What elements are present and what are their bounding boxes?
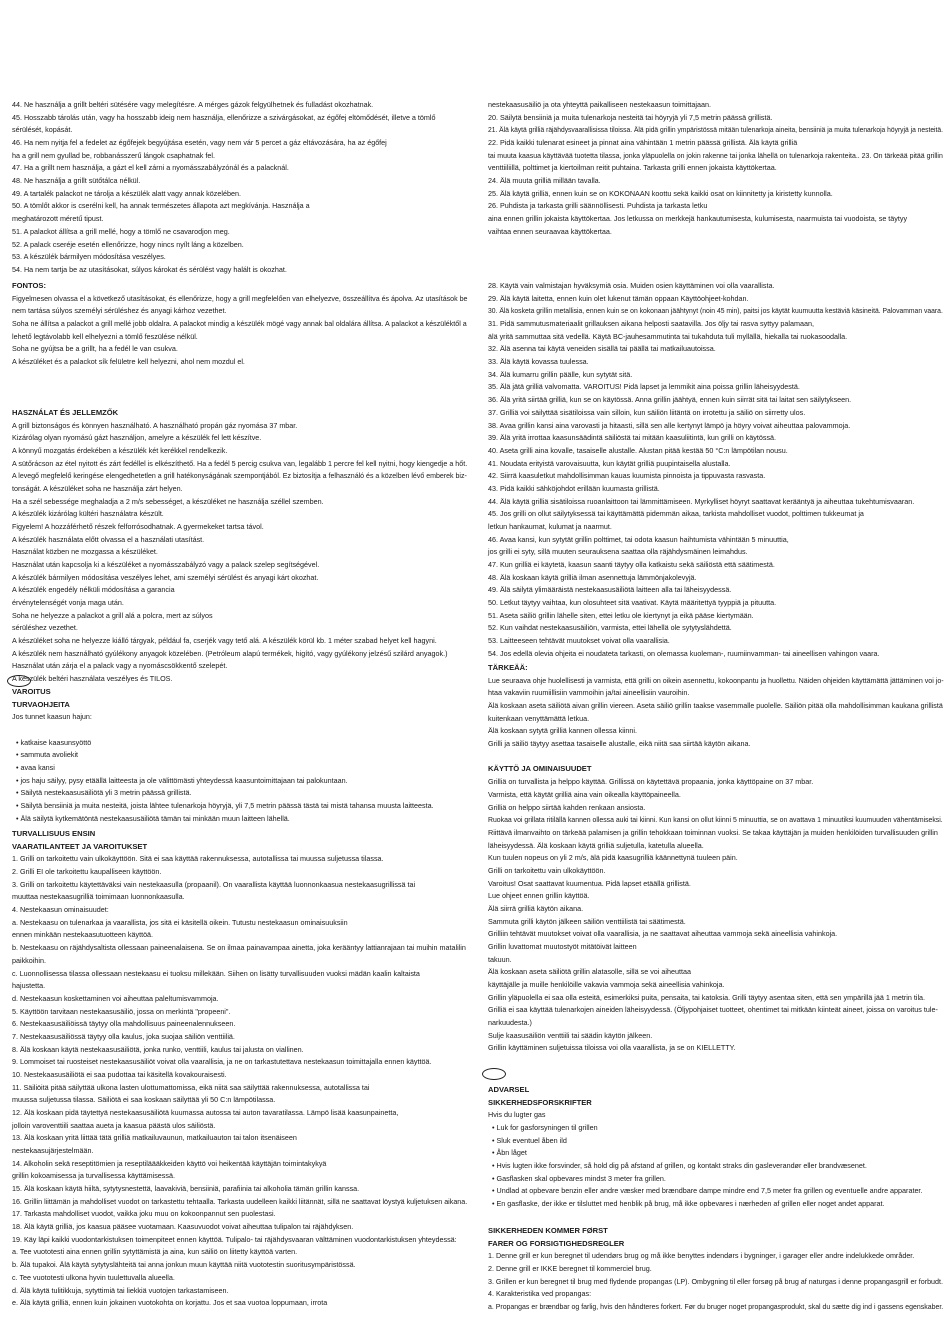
text-line: 45. Hosszabb tárolás után, vagy ha hosszabb ideig nem használja, ellenőrizze a szivárgásokat, az égőfej eltömődését, illetve a tömlő bbox=[12, 112, 436, 122]
text-line: nestekaasusäiliö ja ota yhteyttä paikalliseen nestekaasun toimittajaan. bbox=[488, 100, 711, 109]
text-line: Jos tunnet kaasun hajun: bbox=[12, 712, 92, 722]
text-line: 2. Grilli EI ole tarkoitettu kaupalliseen käyttöön. bbox=[12, 867, 162, 876]
text-line: Kizárólag olyan nyomású gázt használjon, amelyre a készülék fel lett készítve. bbox=[12, 433, 262, 443]
text-line: Használat után kapcsolja ki a készüléket a nyomásszabályzó vagy a palack szelep segítségével. bbox=[12, 560, 320, 569]
text-line: 37. Grilliä voi säilyttää sisätiloissa vain silloin, kun säiliön liitäntä on irrotettu ja säiliö on siirretty ulos. bbox=[488, 407, 806, 417]
text-line: Sammuta grilli käytön jälkeen säiliön venttiilistä tai säätimestä. bbox=[488, 916, 686, 926]
text-line: hajustetta. bbox=[12, 981, 46, 991]
bullet-item: • jos haju säilyy, pysy etäällä laitteesta ja ole välittömästi yhteydessä kaasuntoimittajaan tai palokuntaan. bbox=[16, 775, 348, 785]
text-line: 25. Älä käytä grilliä, ennen kuin se on KOKONAAN koottu sekä kaikki osat on kiinnitetty ja kiristetty kunnolla. bbox=[488, 188, 833, 198]
warning-icon bbox=[7, 675, 31, 687]
text-line: A készülék kizárólag kültéri használatra készült. bbox=[12, 509, 164, 519]
text-line: Riittävä ilmanvaihto on tärkeää palamisen ja grillin tehokkaan toiminnan vuoksi. Se takaa käyttäjän ja muiden henkilöiden turvallisuuden grillin bbox=[488, 827, 938, 837]
text-line: 44. Ne használja a grillt beltéri sütésére vagy melegítésre. A mérges gázok felgyülhetnek és fulladást okozhatnak. bbox=[12, 100, 374, 109]
section-heading: VAROITUS bbox=[12, 687, 51, 696]
bullet-item: • Hvis lugten ikke forsvinder, så hold dig på afstand af grillen, og kontakt straks din gasleverandør eller brandvæsenet. bbox=[492, 1161, 867, 1171]
text-line: paikkoihin. bbox=[12, 955, 46, 965]
text-line: e. Älä käytä grilliä, ennen kuin jokainen vuotokohta on korjattu. Jos et saa vuotoa loppumaan, irrota bbox=[12, 1298, 328, 1308]
text-line: 46. Avaa kansi, kun sytytät grillin polttimet, tai odota kaasun haihtumista vähintään 5 minuuttia, bbox=[488, 534, 789, 544]
section-heading: SIKKERHEDEN KOMMER FØRST bbox=[488, 1226, 608, 1235]
text-line: meghatározott méretű tipust. bbox=[12, 214, 104, 224]
text-line: A készülék engedély nélküli módosítása a garancia bbox=[12, 585, 175, 595]
text-line: c. Luonnollisessa tilassa ollessaan nestekaasu ei tuoksu millekään. Siihen on lisätty turvallisuuden vuoksi mädän kaalin kaltaista bbox=[12, 968, 420, 978]
section-heading: TURVALLISUUS ENSIN bbox=[12, 829, 96, 838]
text-line: Älä koskaan aseta säiliötä aivan grillin viereen. Aseta säiliö grillin taakse vasemmalle puolelle. Säiliön pitää olla mahdollisimman kaukana grillistä bbox=[488, 701, 943, 710]
section-heading: SIKKERHEDSFORSKRIFTER bbox=[488, 1097, 592, 1107]
text-line: 3. Grillen er kun beregnet til brug med flydende propangas (LP). Ombygning til eller forsøg på brug af naturgas i denne propangasgrill er forbudt. bbox=[488, 1276, 943, 1286]
text-line: htaa vakaviin ruumiillisiin vammoihin ja/tai aineellisiin vauroihin. bbox=[488, 688, 690, 698]
text-line: Varmista, että käytät grilliä aina vain oikealla käyttöpaineella. bbox=[488, 789, 681, 799]
text-line: 21. Älä käytä grilliä räjähdysvaarallisissa tiloissa. Älä pidä grillin ympäristössä mitään tulenarkoja aineita, bensiiniä ja muita tulenarkoja höyryjä ja nesteitä. bbox=[488, 125, 944, 135]
bullet-item: • avaa kansi bbox=[16, 763, 55, 773]
text-line: 17. Tarkasta mahdolliset vuodot, vaikka joku muu on kokoonpannut sen puolestasi. bbox=[12, 1209, 276, 1219]
text-line: sérüléshez vezethet. bbox=[12, 623, 78, 633]
text-line: 42. Siirrä kaasuletkut mahdollisimman kauas kuumista pinnoista ja tippuvasta rasvasta. bbox=[488, 471, 766, 481]
text-line: 28. Käytä vain valmistajan hyväksymiä osia. Muiden osien käyttäminen voi olla vaarallista. bbox=[488, 281, 775, 290]
text-line: A készülék használata előtt olvassa el a használati utasítást. bbox=[12, 534, 205, 544]
text-line: A készülék nem használható gyúlékony anyagok közelében. (Petróleum alapú termékek, higító, vagy gyúlékony jelzésű szilárd anyagok.) bbox=[12, 648, 448, 658]
text-line: b. Nestekaasu on räjähdysaltista ollessaan paineenalaisena. Se on ilmaa painavampaa ainetta, joka kerääntyy lattianrajaan tai muihin matalilin bbox=[12, 943, 466, 953]
text-line: nem tartása súlyos személyi sérüléshez és anyagi kárhoz vezethet. bbox=[12, 306, 227, 316]
section-heading: KÄYTTÖ JA OMINAISUUDET bbox=[488, 764, 592, 774]
text-line: A levegő megfelelő keringése elengedhetetlen a grill hatékonyságának szempontjából. Ez biztosítja a felhasználó és a közelben lévő emberek biz- bbox=[12, 471, 467, 481]
text-line: aina ennen grillin jokaista käyttökertaa. Jos letkussa on merkkejä hankautumisesta, kulumisesta, naarmuista tai vuodoista, se täytyy bbox=[488, 214, 908, 224]
text-line: 29. Älä käytä laitetta, ennen kuin olet lukenut tämän oppaan Käyttöohjeet-kohdan. bbox=[488, 293, 749, 303]
text-line: 7. Nestekaasusäiliössä täytyy olla kaulus, joka suojaa säiliön venttiiliä. bbox=[12, 1031, 235, 1041]
text-line: 53. Laitteeseen tehtävät muutokset voivat olla vaarallisia. bbox=[488, 636, 670, 645]
text-line: Grilli ja säiliö täytyy asettaa tasaiselle alustalle, eikä niitä saa siirtää käytön aikana. bbox=[488, 739, 751, 749]
text-line: nestekaasujärjestelmään. bbox=[12, 1146, 94, 1155]
text-line: 36. Älä yritä siirtää grilliä, kun se on käytössä. Anna grillin jäähtyä, ennen kuin siirrät sitä tai laitat sen säilytykseen. bbox=[488, 395, 852, 405]
warning-icon bbox=[482, 1068, 506, 1080]
text-line: 49. Älä säilytä ylimääräistä nestekaasusäiliötä laitteen alla tai läheisyydessä. bbox=[488, 585, 732, 595]
text-line: 10. Nestekaasusäiliötä ei saa pudottaa tai käsitellä kovakouraisesti. bbox=[12, 1069, 227, 1079]
text-line: 54. Jos edellä olevia ohjeita ei noudateta tarkasti, on olemassa kuoleman-, ruumiinvamman- tai aineellisen vahingon vaara. bbox=[488, 648, 880, 658]
text-line: 24. Älä muuta grilliä millään tavalla. bbox=[488, 176, 601, 186]
text-line: 26. Puhdista ja tarkasta grilli säännöllisesti. Puhdista ja tarkasta letku bbox=[488, 201, 708, 211]
text-line: 14. Alkoholin sekä reseptitömien ja reseptiläääkkeiden käyttö voi heikentää käyttäjän toimintakykyä bbox=[12, 1158, 327, 1168]
text-line: letkun hankaumat, kulumat ja naarmut. bbox=[488, 521, 612, 531]
section-heading: TURVAOHJEITA bbox=[12, 699, 70, 709]
text-line: 52. Kun vaihdat nestekaasusäiliön, varmista, ettei lähellä ole sytytyslähdettä. bbox=[488, 623, 732, 633]
text-line: Grillin yläpuolella ei saa olla esteitä, esimerkiksi puita, pensaita, tai katoksia. Grilli täytyy asentaa siten, että sen ympärillä jää 1 metrin tila. bbox=[488, 992, 926, 1002]
bullet-item: • Säilytä nestekaasusäiliötä yli 3 metrin päässä grillistä. bbox=[16, 788, 192, 798]
bullet-item: • Undlad at opbevare benzin eller andre væsker med brændbare dampe mindre end 7,5 meter fra grillen og eventuelle andre apparater. bbox=[492, 1186, 923, 1196]
text-line: b. Älä tupakoi. Älä käytä sytytyslähteitä tai anna jonkun muun käyttää niitä vuototestin suoritusympäristössä. bbox=[12, 1260, 356, 1270]
text-line: 51. A palackot állítsa a grill mellé, hogy a tömlő ne csavarodjon meg. bbox=[12, 226, 230, 236]
section-heading: HASZNÁLAT ÉS JELLEMZŐK bbox=[12, 407, 119, 417]
text-line: tonságát. A készüléket soha ne használja zárt helyen. bbox=[12, 483, 183, 493]
text-line: Grillin käyttäminen suljetuissa tiloissa voi olla vaarallista, ja se on KIELLETTY. bbox=[488, 1043, 736, 1053]
text-line: 20. Säilytä bensiiniä ja muita tulenarkoja nesteitä tai höyryjä yli 7,5 metrin päässä grillistä. bbox=[488, 112, 773, 122]
text-line: Lue seuraava ohje huolellisesti ja varmista, että grilli on oikein asennettu, kokoonpantu ja huollettu. Näiden ohjeiden käyttämättä jättäminen voi jo- bbox=[488, 675, 944, 685]
text-line: 5. Käyttöön tarvitaan nestekaasusäiliö, jossa on merkintä "propeeni". bbox=[12, 1006, 231, 1016]
bullet-item: • Gasflasken skal opbevares mindst 3 meter fra grillen. bbox=[492, 1173, 666, 1183]
text-line: d. Nestekaasun koskettaminen voi aiheuttaa paleltumisvammoja. bbox=[12, 993, 219, 1003]
text-line: 49. A tartalék palackot ne tárolja a készülék alatt vagy annak közelében. bbox=[12, 188, 241, 198]
text-line: muuttaa nestekaasugrilliä toimimaan luonnonkaasulla. bbox=[12, 892, 185, 902]
text-line: 16. Grillin liittämän ja mahdolliset vuodot on tarkastettu tehtaalla. Tarkasta uudelleen kaikki liitännät, sillä ne saattavat löystyä kuljetuksen aikana. bbox=[12, 1196, 468, 1206]
text-line: 4. Nestekaasun ominaisuudet: bbox=[12, 905, 109, 915]
text-line: a. Propangas er brændbar og farlig, hvis den håndteres forkert. Før du bruger noget propangasprodukt, skal du sætte dig ind i gassens egenskaber. bbox=[488, 1302, 944, 1312]
text-line: 40. Aseta grilli aina kovalle, tasaiselle alustalle. Alustan pitää kestää 50 °C:n lämpötilan nousu. bbox=[488, 445, 788, 455]
text-line: A grill biztonságos és könnyen használható. A használható propán gáz nyomása 37 mbar. bbox=[12, 420, 298, 430]
text-line: Hvis du lugter gas bbox=[488, 1110, 546, 1120]
text-line: Soha ne állítsa a palackot a grill mellé jobb oldalra. A palackot mindig a készülék mögé vagy annak bal oldalára állítsa. A palackot a készüléktől a bbox=[12, 319, 467, 328]
text-line: kuitenkaan venyttämättä letkua. bbox=[488, 713, 590, 723]
text-line: Älä koskaan aseta säiliötä grillin alatasolle, sillä se voi aiheuttaa bbox=[488, 967, 691, 977]
section-heading: FARER OG FORSIGTIGHEDSREGLER bbox=[488, 1238, 625, 1248]
text-line: 54. Ha nem tartja be az utasításokat, súlyos károkat és sérülést vagy halált is okozhat. bbox=[12, 264, 287, 274]
text-line: 13. Älä koskaan yritä liittää tätä grilliä matkailuvaunun, matkailuauton tai talon itsenäiseen bbox=[12, 1133, 297, 1143]
text-line: 50. A tömlőt akkor is cserélni kell, ha annak természetes állapota azt megkívánja. Használja a bbox=[12, 201, 310, 211]
text-line: 9. Lommoiset tai ruosteiset nestekaasusäiliöt voivat olla vaarallisia, ja ne on tarkastutettava nestekaasun toimittajalla ennen käyttöä. bbox=[12, 1057, 432, 1067]
text-line: 18. Älä käytä grilliä, jos kaasua pääsee vuotamaan. Kaasuvuodot voivat aiheuttaa tulipalon tai räjähdyksen. bbox=[12, 1222, 354, 1232]
text-line: 31. Pidä sammutusmateriaalit grillauksen aikana helposti saatavilla. Jos öljy tai rasva syttyy palamaan, bbox=[488, 319, 814, 328]
text-line: 4. Karakteristika ved propangas: bbox=[488, 1289, 592, 1299]
text-line: ennen minkään nestekaasutuotteen käyttöä. bbox=[12, 930, 154, 940]
text-line: a. Nestekaasu on tulenarkaa ja vaarallista, jos sitä ei käsitellä oikein. Tutustu nestekaasun ominaisuuksiin bbox=[12, 917, 348, 927]
text-line: 47. Ha a grillt nem használja, a gázt el kell zárni a nyomásszabályzónál és a palacknál. bbox=[12, 163, 289, 173]
text-line: A készüléket és a palackot sík felületre kell helyezni, ahol nem mozdul el. bbox=[12, 357, 245, 367]
text-line: Ruokaa voi grillata ritilällä kannen ollessa auki tai kiinni. Kun kansi on ollut kiinni 5 minuuttia, se on avattava 1 minuutiksi kuumuuden vähentämiseksi. bbox=[488, 815, 943, 825]
text-line: 52. A palack cseréje esetén ellenőrizze, hogy nincs nyílt láng a közelben. bbox=[12, 239, 244, 249]
text-line: 19. Käy läpi kaikki vuodontarkistuksen toimenpiteet ennen käyttöä. Tulipalo- tai räjähdysvaaran välttäminen vuodontarkistuksen yhteydessä: bbox=[12, 1234, 457, 1244]
bullet-item: • katkaise kaasunsyöttö bbox=[16, 737, 92, 747]
text-line: 3. Grilli on tarkoitettu käytettäväksi vain nestekaasulla (propaanil). On vaarallista käyttää luonnonkaasua nestekaasugrillissä tai bbox=[12, 879, 416, 889]
bullet-item: • Säilytä bensiiniä ja muita nesteitä, joista lähtee tulenarkoja höyryjä, yli 7,5 metrin päässä tästä tai mistä tahansa muusta laitteesta. bbox=[16, 801, 434, 811]
text-line: takuun. bbox=[488, 954, 512, 964]
text-line: sérülését, kopását. bbox=[12, 125, 73, 135]
text-line: 46. Ha nem nyitja fel a fedelet az égőfejek begyújtása esetén, vagy nem vár 5 percet a gáz eltávozására, ha az égőfej bbox=[12, 138, 387, 147]
text-line: Grilliä on turvallista ja helppo käyttää. Grillissä on käytettävä propaania, jonka käyttöpaine on 37 mbar. bbox=[488, 777, 814, 787]
section-heading: VAARATILANTEET JA VAROITUKSET bbox=[12, 841, 148, 851]
text-line: jos grilli ei syty, sillä muuten seurauksena saattaa olla räjähdysmäinen leimahdus. bbox=[488, 547, 748, 557]
text-line: 44. Älä käytä grilliä sisätiloissa ruoanlaittoon tai lämmittämiseen. Myrkylliset höyryt saattavat kerääntyä ja aiheuttaa tukehtumisvaaran. bbox=[488, 496, 915, 506]
section-heading: ADVARSEL bbox=[488, 1085, 530, 1094]
text-line: älä yritä sammuttaa sitä vedellä. Käytä BC-jauhesammutinta tai tukahduta tuli myllällä, hiekalla tai ruokasoodalla. bbox=[488, 331, 848, 341]
text-line: 34. Älä kumarru grillin päälle, kun sytytät sitä. bbox=[488, 369, 633, 379]
text-line: 6. Nestekaasusäiliöissä täytyy olla mahdollisuus paineenalennukseen. bbox=[12, 1019, 236, 1029]
text-line: grillin kokoamisessa ja turvallisessa käyttämisessä. bbox=[12, 1171, 175, 1181]
bullet-item: • Luk for gasforsyningen til grillen bbox=[492, 1123, 598, 1132]
text-line: Használat után zárja el a palack vagy a nyomáscsökkentő szelepét. bbox=[12, 661, 228, 671]
section-heading: FONTOS: bbox=[12, 281, 47, 290]
text-line: 43. Pidä kaikki sähköjohdot erillään kuumasta grillistä. bbox=[488, 483, 660, 493]
text-line: 47. Kun grilliä ei käytetä, kaasun saanti täytyy olla katkaistu sekä säiliöstä että säätimestä. bbox=[488, 560, 775, 569]
text-line: Grillin luvattomat muutostyöt mitätöivät laitteen bbox=[488, 942, 637, 951]
text-line: Älä siirrä grilliä käytön aikana. bbox=[488, 903, 584, 913]
text-line: muussa suljetussa tilassa. Säiliötä ei saa koskaan säilyttää yli 50 C:n lämpötilassa. bbox=[12, 1095, 276, 1105]
text-line: 30. Älä kosketa grillin metallisia, ennen kuin se on kokonaan jäähtynyt (noin 45 min), paitsi jos käytät kuumuutta kestäviä käsineitä. Palovamman vaara. bbox=[488, 306, 943, 316]
text-line: jolloin varoventtiili saattaa aueta ja kaasua päästä ulos säiliöstä. bbox=[12, 1120, 216, 1130]
text-line: Soha ne helyezze a palackot a grill alá a polcra, mert az súlyos bbox=[12, 610, 213, 620]
text-line: 15. Älä koskaan käytä hiiltä, sytytysnestettä, laavakiviä, bensiiniä, parafiinia tai alkoholia tämän grillin kanssa. bbox=[12, 1184, 360, 1193]
bullet-item: • Älä säilytä kytkemätöntä nestekaasusäiliötä tämän tai minkään muun laitteen lähellä. bbox=[16, 813, 290, 823]
text-line: 48. Älä koskaan käytä grilliä ilman asennettuja lämmönjakolevyjä. bbox=[488, 572, 697, 582]
text-line: 51. Aseta säiliö grillin lähelle siten, ettei letku ole kiertynyt ja eikä pääse kiertymään. bbox=[488, 610, 754, 620]
bullet-item: • sammuta avoliekit bbox=[16, 750, 79, 760]
text-line: 41. Noudata erityistä varovaisuutta, kun käytät grilliä puupintaisella alustalla. bbox=[488, 458, 731, 468]
text-line: Figyelem! A hozzáférhető részek felforrósodhatnak. A gyermekeket tartsa távol. bbox=[12, 521, 264, 531]
text-line: lehető legtávolabb kell elhelyezni a tömlő feszülése nélkül. bbox=[12, 331, 198, 341]
text-line: 2. Denne grill er IKKE beregnet til kommerciel brug. bbox=[488, 1264, 652, 1273]
text-line: Kun tuulen nopeus on yli 2 m/s, älä pidä kaasugrilliä käännettynä tuuleen päin. bbox=[488, 853, 738, 863]
text-line: Grilliin tehtävät muutokset voivat olla vaarallisia, ja ne saattavat aiheuttaa vammoja sekä aineellisia vahinkoja. bbox=[488, 929, 838, 939]
text-line: 39. Älä yritä irrottaa kaasunsäädintä säiliöstä tai mitään kaasuliitintä, kun grilli on käytössä. bbox=[488, 433, 777, 443]
text-line: 50. Letkut täytyy vaihtaa, kun olosuhteet sitä vaativat. Käytä määritettyä tyyppiä ja pituutta. bbox=[488, 598, 777, 607]
text-line: Älä koskaan sytytä grilliä kannen ollessa kiinni. bbox=[488, 726, 638, 736]
text-line: Figyelmesen olvassa el a következő utasításokat, és ellenőrizze, hogy a grill megfelelően van elhelyezve, összeállítva és ápolva. Az utasítások be bbox=[12, 293, 468, 303]
text-line: Varoitus! Osat saattavat kuumentua. Pidä lapset etäällä grillistä. bbox=[488, 878, 691, 888]
text-line: 12. Älä koskaan pidä täytettyä nestekaasusäiliötä kuumassa autossa tai auton tavaratilassa. Lämpö lisää kaasunpainetta, bbox=[12, 1108, 399, 1117]
text-line: 1. Grilli on tarkoitettu vain ulkokäyttöön. Sitä ei saa käyttää rakennuksessa, autotallissa tai muussa suljetussa tilassa. bbox=[12, 854, 384, 864]
text-line: 38. Avaa grillin kansi aina varovasti ja hitaasti, sillä sen alle kertynyt lämpö ja höyry voivat aiheuttaa palovammoja. bbox=[488, 420, 851, 430]
text-line: ha a grill nem gyullad be, robbanásszerű lángok csaphatnak fel. bbox=[12, 150, 215, 160]
bullet-item: • En gasflaske, der ikke er tilsluttet med henblik på brug, må ikke opbevares i nærheden af grillen eller noget andet apparat. bbox=[492, 1199, 885, 1209]
text-line: Grilliä ei saa käyttää tulenarkojen aineiden läheisyydessä. (Öljypohjaiset tuotteet, ohentimet tai mitkään kiinteät aineet, joissa on varoitus tule- bbox=[488, 1005, 938, 1015]
text-line: c. Tee vuototesti ulkona hyvin tuulettuvalla alueella. bbox=[12, 1272, 175, 1282]
text-line: 8. Älä koskaan käytä nestekaasusäiliötä, jonka runko, venttiili, kaulus tai jalusta on viallinen. bbox=[12, 1044, 304, 1054]
text-line: 48. Ne használja a grillt sütőtálca nélkül. bbox=[12, 176, 141, 186]
text-line: läheisyydessä. Älä koskaan käytä grilliä suljetulla, katetulla alueella. bbox=[488, 840, 704, 850]
text-line: 33. Älä käytä kovassa tuulessa. bbox=[488, 357, 589, 367]
text-line: vaihtaa ennen seuraavaa käyttökertaa. bbox=[488, 226, 612, 236]
text-line: Grilliä on helppo siirtää kahden renkaan ansiosta. bbox=[488, 802, 646, 812]
text-line: 22. Pidä kaikki tulenarat esineet ja pinnat aina vähintään 1 metrin päässä grillistä. Älä käytä grilliä bbox=[488, 138, 798, 147]
text-line: 53. A készülék bármilyen módosítása veszélyes. bbox=[12, 252, 166, 262]
text-line: 32. Älä asenna tai käytä veneiden sisällä tai päällä tai matkailuautoissa. bbox=[488, 344, 716, 354]
text-line: Ha a szél sebessége meghaladja a 2 m/s sebességet, a készüléket ne használja széllel szemben. bbox=[12, 496, 324, 506]
text-line: 11. Säiliöitä pitää säilyttää ulkona lasten ulottumattomissa, eikä niitä saa säilyttää rakennuksessa, autotallissa tai bbox=[12, 1082, 370, 1092]
text-line: 35. Älä jätä grilliä valvomatta. VAROITUS! Pidä lapset ja lemmikit aina poissa grillin läheisyydestä. bbox=[488, 382, 800, 392]
text-line: Lue ohjeet ennen grillin käyttöä. bbox=[488, 891, 590, 901]
text-line: Használat közben ne mozgassa a készüléket. bbox=[12, 547, 158, 557]
text-line: Soha ne gyújtsa be a grillt, ha a fedél le van csukva. bbox=[12, 344, 178, 354]
bullet-item: • Åbn låget bbox=[492, 1148, 527, 1158]
text-line: Grilli on tarkoitettu vain ulkokäyttöön. bbox=[488, 865, 606, 875]
text-line: A készülék beltéri használata veszélyes és TILOS. bbox=[12, 674, 173, 684]
text-line: Sulje kaasusäiliön venttiili tai säädin käytön jälkeen. bbox=[488, 1030, 653, 1040]
text-line: venttiiliillä, polttimet ja kiertoilman reitit puhtaina. Tarkasta grilli ennen jokaista käyttökertaa. bbox=[488, 163, 777, 173]
text-line: A sütőrácson az étel nyitott és zárt fedéllel is elkészíthető. Ha a fedél 5 percig csukva van, legalább 1 percre fel kell nyitni, hogy kiengedje a hőt. bbox=[12, 458, 468, 468]
text-line: d. Älä käytä tulitikkuja, sytyttimiä tai liekkiä vuotojen tarkastamiseen. bbox=[12, 1285, 229, 1295]
text-line: a. Tee vuototesti aina ennen grillin sytyttämistä ja aina, kun säiliö on liitetty käyttöä varten. bbox=[12, 1247, 298, 1257]
text-line: 45. Jos grilli on ollut säilytyksessä tai käyttämättä pidemmän aikaa, tarkista mahdolliset vuodot, polttimen tukkeumat ja bbox=[488, 509, 864, 519]
text-line: érvénytelenségét vonja maga után. bbox=[12, 598, 124, 607]
text-line: tai muuta kaasua käyttävää tuotetta tilassa, jonka yläpuolella on jokin rakenne tai jonka lähellä on tulenarkoja rakenteita.. 23. On tärkeää pitää grillin bbox=[488, 150, 943, 160]
text-line: A készülék bármilyen módosítása veszélyes lehet, ami személyi sérülést és anyagi kárt okozhat. bbox=[12, 572, 319, 582]
text-line: käyttäjälle ja muille henkilöille vakavia vammoja sekä aineellisia vahinkoja. bbox=[488, 980, 725, 989]
text-line: narkuudesta.) bbox=[488, 1018, 532, 1027]
text-line: A készüléket soha ne helyezze kiálló tárgyak, például fa, cserjék vagy tető alá. A készülék körül kb. 1 méter szabad helyet kell hagyni. bbox=[12, 636, 437, 645]
section-heading: TÄRKEÄÄ: bbox=[488, 663, 528, 672]
text-line: A könnyű mozgatás érdekében a készülék két kerékkel rendelkezik. bbox=[12, 445, 228, 455]
text-line: 1. Denne grill er kun beregnet til udendørs brug og må ikke benyttes indendørs i bygninger, i garager eller andre indelukkede områder. bbox=[488, 1251, 915, 1261]
bullet-item: • Sluk eventuel åben ild bbox=[492, 1135, 567, 1145]
